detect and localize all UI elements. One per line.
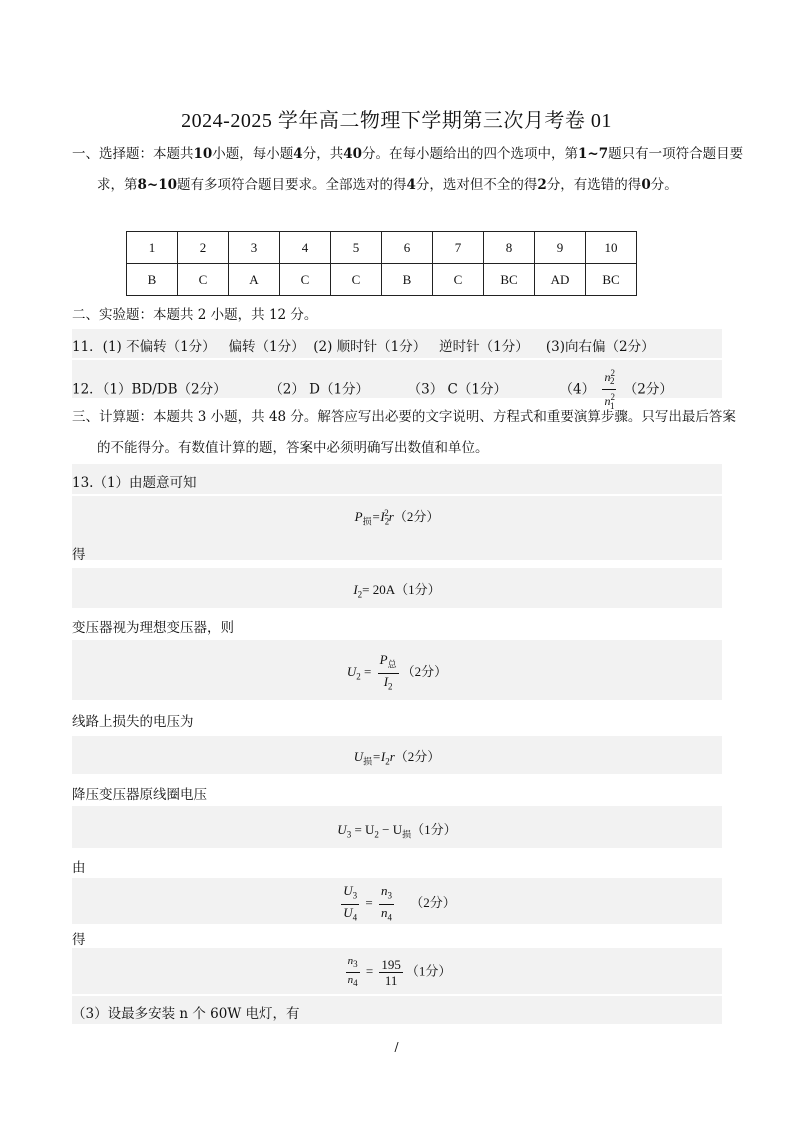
question-number-cell: 1 — [127, 232, 178, 264]
question-number-cell: 4 — [280, 232, 331, 264]
q12-ratio-fraction: $\frac{n^2_2}{n^2_1}$ — [604, 368, 615, 411]
answer-cell: BC — [586, 264, 637, 296]
section-2-heading: 二、实验题：本题共 2 小题，共 12 分。 — [72, 307, 318, 323]
answer-cell: B — [127, 264, 178, 296]
formula-turns-ratio: $\frac{U_3}{U_4}$ = $\frac{n_3}{n_4}$ （2分） — [343, 883, 456, 923]
answer-cell: AD — [535, 264, 586, 296]
question-number-cell: 9 — [535, 232, 586, 264]
answer-table-number-row — [127, 232, 637, 264]
answer-cell: C — [280, 264, 331, 296]
formula-current-i2: $I_2= 20A(1$分） — [353, 582, 441, 600]
q13-text-you: 由 — [72, 860, 86, 876]
question-number-cell: 8 — [484, 232, 535, 264]
formula-voltage-loss: $U_损=I_2r(2$分） — [353, 749, 441, 767]
answer-cell: A — [229, 264, 280, 296]
answer-cell: BC — [484, 264, 535, 296]
answer-cell: C — [331, 264, 382, 296]
formula-voltage-u2: $U_2$ = $\frac{P_总}{I_2}$ （2分） — [346, 652, 448, 692]
formula-power-loss: $P_损=I_2^2r(2$分） — [354, 507, 440, 527]
answer-table — [126, 231, 637, 296]
q13-text-de-2: 得 — [72, 932, 86, 948]
answer-table-answer-row — [127, 264, 637, 296]
section-3-instructions: 三、计算题：本题共 3 小题，共 48 分。解答应写出必要的文字说明、方程式和重要演算步骤。只写出最后答案的不能得分。有数值计算的题，答案中必须明确写出数值和单位。 — [72, 409, 736, 456]
answer-cell: B — [382, 264, 433, 296]
q13-text-line-voltage-loss: 线路上损失的电压为 — [72, 714, 194, 730]
question-number-cell: 7 — [433, 232, 484, 264]
formula-turns-result: $\frac{n_3}{n_4}$ = $\frac{195}{11}$ （1分） — [347, 955, 452, 989]
answer-cell: C — [178, 264, 229, 296]
question-number-cell: 2 — [178, 232, 229, 264]
question-number-cell: 3 — [229, 232, 280, 264]
q11-answer: 11．(1) 不偏转（1分） 偏转（1分） (2) 顺时针（1分） 逆时针（1分） (3)向右偏（2分） — [72, 339, 655, 355]
section-1-instructions: 一、选择题：本题共10小题，每小题4分，共40分。在每小题给出的四个选项中，第1~7题只有一项符合题目要求，第8~10题有多项符合题目要求。全部选对的得4分，选对但不全的得2分，有选错的得0分。 — [72, 146, 744, 193]
page-footer: / — [394, 1040, 399, 1054]
answer-cell: C — [433, 264, 484, 296]
q13-part-3: （3）设最多安装 n 个 60W 电灯，有 — [72, 1006, 300, 1022]
question-number-cell: 5 — [331, 232, 382, 264]
question-number-cell: 6 — [382, 232, 433, 264]
q13-text-de-1: 得 — [72, 547, 86, 563]
q13-text-step-down-primary: 降压变压器原线圈电压 — [72, 787, 207, 803]
page-title: 2024-2025 学年高二物理下学期第三次月考卷 01 — [181, 110, 612, 132]
formula-voltage-u3: $U_3 = U_2 - U_损(1$分） — [337, 822, 457, 840]
q13-intro: 13.（1）由题意可知 — [72, 475, 197, 491]
q13-text-ideal-transformer: 变压器视为理想变压器，则 — [72, 620, 234, 636]
q12-answer: 12．（1）BD/DB（2分） （2） D（1分） （3） C（1分） （4） $\frac{n^2_2}{n^2_1}$ （2分） — [72, 366, 673, 414]
question-number-cell: 10 — [586, 232, 637, 264]
